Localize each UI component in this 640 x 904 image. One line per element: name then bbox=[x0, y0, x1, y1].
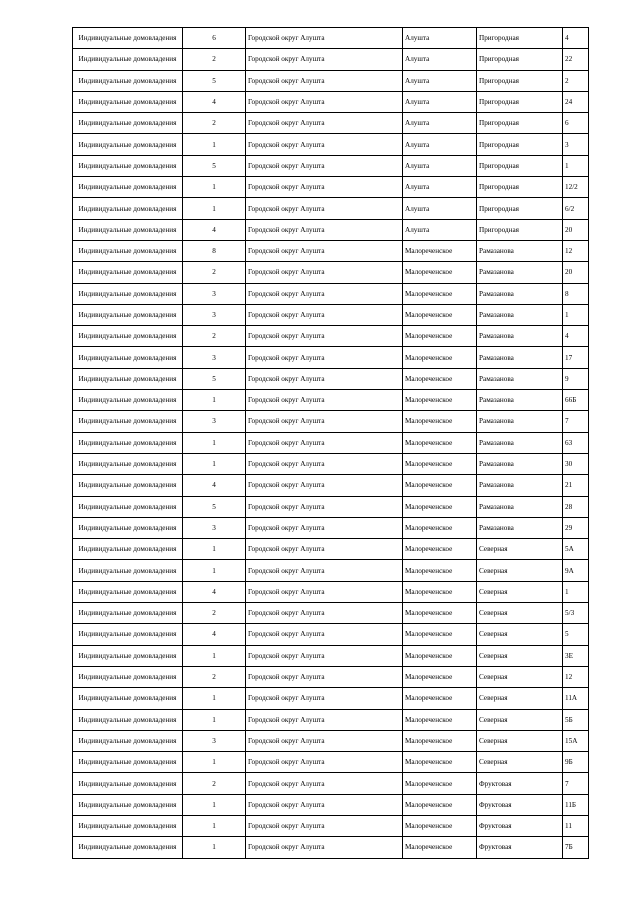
cell-house-number: 5А bbox=[563, 539, 589, 560]
cell-count: 3 bbox=[183, 347, 246, 368]
cell-house-number: 5 bbox=[563, 624, 589, 645]
registry-table-body bbox=[73, 28, 589, 859]
cell-street: Северная bbox=[477, 645, 563, 666]
cell-dwelling-type: Индивидуальные домовладения bbox=[73, 368, 183, 389]
cell-house-number: 9А bbox=[563, 560, 589, 581]
table-row bbox=[73, 113, 589, 134]
table-row bbox=[73, 219, 589, 240]
cell-municipality: Городской округ Алушта bbox=[246, 837, 403, 858]
cell-count: 3 bbox=[183, 304, 246, 325]
cell-dwelling-type: Индивидуальные домовладения bbox=[73, 709, 183, 730]
cell-locality: Алушта bbox=[403, 70, 477, 91]
table-row bbox=[73, 624, 589, 645]
table-row bbox=[73, 794, 589, 815]
cell-locality: Малореченское bbox=[403, 326, 477, 347]
cell-house-number: 3Е bbox=[563, 645, 589, 666]
cell-count: 5 bbox=[183, 155, 246, 176]
cell-municipality: Городской округ Алушта bbox=[246, 496, 403, 517]
cell-count: 2 bbox=[183, 773, 246, 794]
table-row bbox=[73, 645, 589, 666]
cell-street: Фруктовая bbox=[477, 815, 563, 836]
table-row bbox=[73, 390, 589, 411]
cell-locality: Малореченское bbox=[403, 240, 477, 261]
cell-dwelling-type: Индивидуальные домовладения bbox=[73, 411, 183, 432]
cell-house-number: 63 bbox=[563, 432, 589, 453]
cell-house-number: 5/3 bbox=[563, 603, 589, 624]
cell-count: 3 bbox=[183, 411, 246, 432]
table-row bbox=[73, 134, 589, 155]
cell-locality: Алушта bbox=[403, 134, 477, 155]
cell-dwelling-type: Индивидуальные домовладения bbox=[73, 432, 183, 453]
cell-count: 4 bbox=[183, 475, 246, 496]
cell-dwelling-type: Индивидуальные домовладения bbox=[73, 730, 183, 751]
cell-municipality: Городской округ Алушта bbox=[246, 794, 403, 815]
table-row bbox=[73, 28, 589, 49]
table-row bbox=[73, 475, 589, 496]
cell-dwelling-type: Индивидуальные домовладения bbox=[73, 517, 183, 538]
cell-street: Рамазанова bbox=[477, 517, 563, 538]
cell-house-number: 20 bbox=[563, 219, 589, 240]
cell-street: Пригородная bbox=[477, 219, 563, 240]
cell-locality: Алушта bbox=[403, 28, 477, 49]
cell-dwelling-type: Индивидуальные домовладения bbox=[73, 91, 183, 112]
cell-house-number: 28 bbox=[563, 496, 589, 517]
cell-count: 3 bbox=[183, 283, 246, 304]
cell-count: 1 bbox=[183, 453, 246, 474]
cell-locality: Алушта bbox=[403, 91, 477, 112]
cell-locality: Алушта bbox=[403, 219, 477, 240]
table-row bbox=[73, 283, 589, 304]
cell-house-number: 7Б bbox=[563, 837, 589, 858]
cell-count: 4 bbox=[183, 624, 246, 645]
cell-municipality: Городской округ Алушта bbox=[246, 49, 403, 70]
cell-locality: Малореченское bbox=[403, 539, 477, 560]
cell-municipality: Городской округ Алушта bbox=[246, 177, 403, 198]
table-row bbox=[73, 177, 589, 198]
cell-count: 1 bbox=[183, 560, 246, 581]
cell-house-number: 7 bbox=[563, 773, 589, 794]
cell-house-number: 11Б bbox=[563, 794, 589, 815]
cell-municipality: Городской округ Алушта bbox=[246, 453, 403, 474]
cell-street: Пригородная bbox=[477, 177, 563, 198]
cell-municipality: Городской округ Алушта bbox=[246, 688, 403, 709]
cell-house-number: 6 bbox=[563, 113, 589, 134]
cell-count: 1 bbox=[183, 752, 246, 773]
cell-municipality: Городской округ Алушта bbox=[246, 666, 403, 687]
cell-count: 5 bbox=[183, 496, 246, 517]
cell-house-number: 66Б bbox=[563, 390, 589, 411]
cell-municipality: Городской округ Алушта bbox=[246, 134, 403, 155]
cell-locality: Малореченское bbox=[403, 347, 477, 368]
cell-municipality: Городской округ Алушта bbox=[246, 773, 403, 794]
cell-dwelling-type: Индивидуальные домовладения bbox=[73, 645, 183, 666]
cell-dwelling-type: Индивидуальные домовладения bbox=[73, 155, 183, 176]
cell-dwelling-type: Индивидуальные домовладения bbox=[73, 49, 183, 70]
cell-house-number: 30 bbox=[563, 453, 589, 474]
cell-street: Северная bbox=[477, 603, 563, 624]
table-row bbox=[73, 155, 589, 176]
cell-house-number: 5Б bbox=[563, 709, 589, 730]
cell-street: Рамазанова bbox=[477, 390, 563, 411]
cell-house-number: 20 bbox=[563, 262, 589, 283]
cell-municipality: Городской округ Алушта bbox=[246, 28, 403, 49]
cell-locality: Малореченское bbox=[403, 773, 477, 794]
cell-street: Рамазанова bbox=[477, 262, 563, 283]
cell-count: 1 bbox=[183, 198, 246, 219]
cell-locality: Малореченское bbox=[403, 666, 477, 687]
cell-street: Северная bbox=[477, 709, 563, 730]
table-row bbox=[73, 49, 589, 70]
cell-count: 1 bbox=[183, 709, 246, 730]
cell-street: Пригородная bbox=[477, 91, 563, 112]
cell-locality: Алушта bbox=[403, 155, 477, 176]
cell-municipality: Городской округ Алушта bbox=[246, 368, 403, 389]
cell-street: Пригородная bbox=[477, 134, 563, 155]
cell-street: Северная bbox=[477, 730, 563, 751]
cell-street: Северная bbox=[477, 752, 563, 773]
cell-house-number: 7 bbox=[563, 411, 589, 432]
cell-dwelling-type: Индивидуальные домовладения bbox=[73, 177, 183, 198]
cell-dwelling-type: Индивидуальные домовладения bbox=[73, 475, 183, 496]
cell-locality: Малореченское bbox=[403, 752, 477, 773]
cell-street: Рамазанова bbox=[477, 304, 563, 325]
table-row bbox=[73, 70, 589, 91]
cell-count: 2 bbox=[183, 326, 246, 347]
cell-count: 1 bbox=[183, 390, 246, 411]
cell-municipality: Городской округ Алушта bbox=[246, 411, 403, 432]
cell-municipality: Городской округ Алушта bbox=[246, 815, 403, 836]
cell-municipality: Городской округ Алушта bbox=[246, 581, 403, 602]
cell-locality: Малореченское bbox=[403, 730, 477, 751]
cell-municipality: Городской округ Алушта bbox=[246, 603, 403, 624]
cell-locality: Малореченское bbox=[403, 262, 477, 283]
cell-count: 6 bbox=[183, 28, 246, 49]
table-row bbox=[73, 517, 589, 538]
cell-house-number: 11 bbox=[563, 815, 589, 836]
cell-house-number: 1 bbox=[563, 155, 589, 176]
cell-locality: Малореченское bbox=[403, 560, 477, 581]
cell-street: Фруктовая bbox=[477, 794, 563, 815]
cell-dwelling-type: Индивидуальные домовладения bbox=[73, 539, 183, 560]
cell-count: 8 bbox=[183, 240, 246, 261]
cell-street: Северная bbox=[477, 560, 563, 581]
table-row bbox=[73, 411, 589, 432]
table-row bbox=[73, 347, 589, 368]
cell-street: Пригородная bbox=[477, 198, 563, 219]
table-row bbox=[73, 815, 589, 836]
cell-municipality: Городской округ Алушта bbox=[246, 730, 403, 751]
cell-municipality: Городской округ Алушта bbox=[246, 645, 403, 666]
cell-house-number: 3 bbox=[563, 134, 589, 155]
cell-count: 2 bbox=[183, 49, 246, 70]
cell-house-number: 1 bbox=[563, 581, 589, 602]
table-row bbox=[73, 560, 589, 581]
cell-locality: Малореченское bbox=[403, 624, 477, 645]
cell-municipality: Городской округ Алушта bbox=[246, 198, 403, 219]
cell-house-number: 11А bbox=[563, 688, 589, 709]
cell-count: 1 bbox=[183, 815, 246, 836]
cell-municipality: Городской округ Алушта bbox=[246, 326, 403, 347]
cell-dwelling-type: Индивидуальные домовладения bbox=[73, 113, 183, 134]
cell-dwelling-type: Индивидуальные домовладения bbox=[73, 815, 183, 836]
cell-count: 2 bbox=[183, 603, 246, 624]
cell-count: 1 bbox=[183, 539, 246, 560]
cell-street: Рамазанова bbox=[477, 496, 563, 517]
cell-house-number: 29 bbox=[563, 517, 589, 538]
table-row bbox=[73, 453, 589, 474]
table-row bbox=[73, 603, 589, 624]
cell-count: 2 bbox=[183, 262, 246, 283]
cell-municipality: Городской округ Алушта bbox=[246, 347, 403, 368]
cell-count: 2 bbox=[183, 113, 246, 134]
table-row bbox=[73, 304, 589, 325]
table-row bbox=[73, 368, 589, 389]
cell-count: 1 bbox=[183, 794, 246, 815]
cell-locality: Малореченское bbox=[403, 304, 477, 325]
cell-municipality: Городской округ Алушта bbox=[246, 240, 403, 261]
cell-dwelling-type: Индивидуальные домовладения bbox=[73, 496, 183, 517]
cell-municipality: Городской округ Алушта bbox=[246, 624, 403, 645]
cell-locality: Малореченское bbox=[403, 645, 477, 666]
cell-house-number: 12 bbox=[563, 240, 589, 261]
cell-count: 1 bbox=[183, 645, 246, 666]
cell-locality: Малореченское bbox=[403, 390, 477, 411]
cell-street: Северная bbox=[477, 539, 563, 560]
cell-dwelling-type: Индивидуальные домовладения bbox=[73, 773, 183, 794]
cell-dwelling-type: Индивидуальные домовладения bbox=[73, 837, 183, 858]
table-row bbox=[73, 262, 589, 283]
cell-dwelling-type: Индивидуальные домовладения bbox=[73, 70, 183, 91]
cell-locality: Алушта bbox=[403, 198, 477, 219]
cell-house-number: 6/2 bbox=[563, 198, 589, 219]
table-row bbox=[73, 581, 589, 602]
cell-municipality: Городской округ Алушта bbox=[246, 155, 403, 176]
cell-house-number: 8 bbox=[563, 283, 589, 304]
cell-count: 4 bbox=[183, 91, 246, 112]
table-row bbox=[73, 752, 589, 773]
cell-count: 3 bbox=[183, 730, 246, 751]
cell-dwelling-type: Индивидуальные домовладения bbox=[73, 28, 183, 49]
cell-locality: Алушта bbox=[403, 177, 477, 198]
table-row bbox=[73, 730, 589, 751]
cell-dwelling-type: Индивидуальные домовладения bbox=[73, 347, 183, 368]
table-row bbox=[73, 688, 589, 709]
cell-street: Пригородная bbox=[477, 28, 563, 49]
cell-street: Рамазанова bbox=[477, 240, 563, 261]
cell-house-number: 9Б bbox=[563, 752, 589, 773]
cell-house-number: 1 bbox=[563, 304, 589, 325]
cell-house-number: 12/2 bbox=[563, 177, 589, 198]
registry-table bbox=[72, 27, 589, 859]
table-row bbox=[73, 240, 589, 261]
cell-locality: Малореченское bbox=[403, 453, 477, 474]
cell-street: Фруктовая bbox=[477, 773, 563, 794]
cell-municipality: Городской округ Алушта bbox=[246, 560, 403, 581]
table-row bbox=[73, 539, 589, 560]
cell-house-number: 17 bbox=[563, 347, 589, 368]
cell-dwelling-type: Индивидуальные домовладения bbox=[73, 453, 183, 474]
cell-count: 4 bbox=[183, 581, 246, 602]
cell-municipality: Городской округ Алушта bbox=[246, 752, 403, 773]
cell-municipality: Городской округ Алушта bbox=[246, 219, 403, 240]
table-row bbox=[73, 198, 589, 219]
cell-dwelling-type: Индивидуальные домовладения bbox=[73, 666, 183, 687]
cell-dwelling-type: Индивидуальные домовладения bbox=[73, 304, 183, 325]
cell-street: Рамазанова bbox=[477, 411, 563, 432]
cell-dwelling-type: Индивидуальные домовладения bbox=[73, 198, 183, 219]
cell-dwelling-type: Индивидуальные домовладения bbox=[73, 134, 183, 155]
cell-dwelling-type: Индивидуальные домовладения bbox=[73, 240, 183, 261]
cell-dwelling-type: Индивидуальные домовладения bbox=[73, 581, 183, 602]
cell-locality: Малореченское bbox=[403, 603, 477, 624]
cell-house-number: 22 bbox=[563, 49, 589, 70]
cell-dwelling-type: Индивидуальные домовладения bbox=[73, 219, 183, 240]
cell-street: Пригородная bbox=[477, 49, 563, 70]
cell-municipality: Городской округ Алушта bbox=[246, 390, 403, 411]
cell-street: Пригородная bbox=[477, 155, 563, 176]
cell-count: 1 bbox=[183, 432, 246, 453]
table-row bbox=[73, 496, 589, 517]
cell-locality: Малореченское bbox=[403, 432, 477, 453]
cell-locality: Алушта bbox=[403, 49, 477, 70]
table-row bbox=[73, 91, 589, 112]
cell-count: 1 bbox=[183, 134, 246, 155]
cell-municipality: Городской округ Алушта bbox=[246, 91, 403, 112]
cell-house-number: 4 bbox=[563, 28, 589, 49]
cell-locality: Малореченское bbox=[403, 794, 477, 815]
cell-municipality: Городской округ Алушта bbox=[246, 262, 403, 283]
cell-dwelling-type: Индивидуальные домовладения bbox=[73, 390, 183, 411]
cell-municipality: Городской округ Алушта bbox=[246, 517, 403, 538]
cell-dwelling-type: Индивидуальные домовладения bbox=[73, 262, 183, 283]
cell-street: Северная bbox=[477, 624, 563, 645]
cell-count: 1 bbox=[183, 177, 246, 198]
cell-count: 5 bbox=[183, 368, 246, 389]
cell-municipality: Городской округ Алушта bbox=[246, 432, 403, 453]
cell-street: Пригородная bbox=[477, 70, 563, 91]
cell-count: 2 bbox=[183, 666, 246, 687]
cell-dwelling-type: Индивидуальные домовладения bbox=[73, 560, 183, 581]
cell-street: Рамазанова bbox=[477, 283, 563, 304]
cell-street: Рамазанова bbox=[477, 347, 563, 368]
cell-locality: Малореченское bbox=[403, 475, 477, 496]
cell-street: Северная bbox=[477, 688, 563, 709]
cell-street: Рамазанова bbox=[477, 432, 563, 453]
table-row bbox=[73, 432, 589, 453]
cell-house-number: 12 bbox=[563, 666, 589, 687]
cell-street: Фруктовая bbox=[477, 837, 563, 858]
cell-locality: Малореченское bbox=[403, 709, 477, 730]
cell-street: Рамазанова bbox=[477, 453, 563, 474]
cell-dwelling-type: Индивидуальные домовладения bbox=[73, 624, 183, 645]
cell-dwelling-type: Индивидуальные домовладения bbox=[73, 326, 183, 347]
cell-dwelling-type: Индивидуальные домовладения bbox=[73, 283, 183, 304]
cell-street: Пригородная bbox=[477, 113, 563, 134]
cell-street: Рамазанова bbox=[477, 475, 563, 496]
cell-locality: Малореченское bbox=[403, 496, 477, 517]
cell-house-number: 24 bbox=[563, 91, 589, 112]
cell-count: 3 bbox=[183, 517, 246, 538]
cell-street: Рамазанова bbox=[477, 326, 563, 347]
cell-municipality: Городской округ Алушта bbox=[246, 283, 403, 304]
cell-municipality: Городской округ Алушта bbox=[246, 70, 403, 91]
table-row bbox=[73, 326, 589, 347]
cell-municipality: Городской округ Алушта bbox=[246, 709, 403, 730]
cell-municipality: Городской округ Алушта bbox=[246, 475, 403, 496]
cell-locality: Малореченское bbox=[403, 517, 477, 538]
cell-locality: Малореченское bbox=[403, 688, 477, 709]
cell-house-number: 21 bbox=[563, 475, 589, 496]
cell-locality: Малореченское bbox=[403, 581, 477, 602]
cell-count: 5 bbox=[183, 70, 246, 91]
cell-locality: Алушта bbox=[403, 113, 477, 134]
cell-dwelling-type: Индивидуальные домовладения bbox=[73, 688, 183, 709]
table-row bbox=[73, 709, 589, 730]
cell-street: Рамазанова bbox=[477, 368, 563, 389]
cell-municipality: Городской округ Алушта bbox=[246, 539, 403, 560]
cell-municipality: Городской округ Алушта bbox=[246, 304, 403, 325]
cell-dwelling-type: Индивидуальные домовладения bbox=[73, 752, 183, 773]
table-row bbox=[73, 837, 589, 858]
cell-street: Северная bbox=[477, 666, 563, 687]
cell-street: Северная bbox=[477, 581, 563, 602]
table-row bbox=[73, 773, 589, 794]
cell-locality: Малореченское bbox=[403, 837, 477, 858]
cell-count: 1 bbox=[183, 688, 246, 709]
cell-dwelling-type: Индивидуальные домовладения bbox=[73, 603, 183, 624]
cell-count: 1 bbox=[183, 837, 246, 858]
cell-locality: Малореченское bbox=[403, 283, 477, 304]
table-row bbox=[73, 666, 589, 687]
cell-locality: Малореченское bbox=[403, 368, 477, 389]
cell-count: 4 bbox=[183, 219, 246, 240]
cell-locality: Малореченское bbox=[403, 411, 477, 432]
cell-house-number: 2 bbox=[563, 70, 589, 91]
cell-dwelling-type: Индивидуальные домовладения bbox=[73, 794, 183, 815]
cell-locality: Малореченское bbox=[403, 815, 477, 836]
cell-house-number: 9 bbox=[563, 368, 589, 389]
cell-municipality: Городской округ Алушта bbox=[246, 113, 403, 134]
cell-house-number: 15А bbox=[563, 730, 589, 751]
cell-house-number: 4 bbox=[563, 326, 589, 347]
